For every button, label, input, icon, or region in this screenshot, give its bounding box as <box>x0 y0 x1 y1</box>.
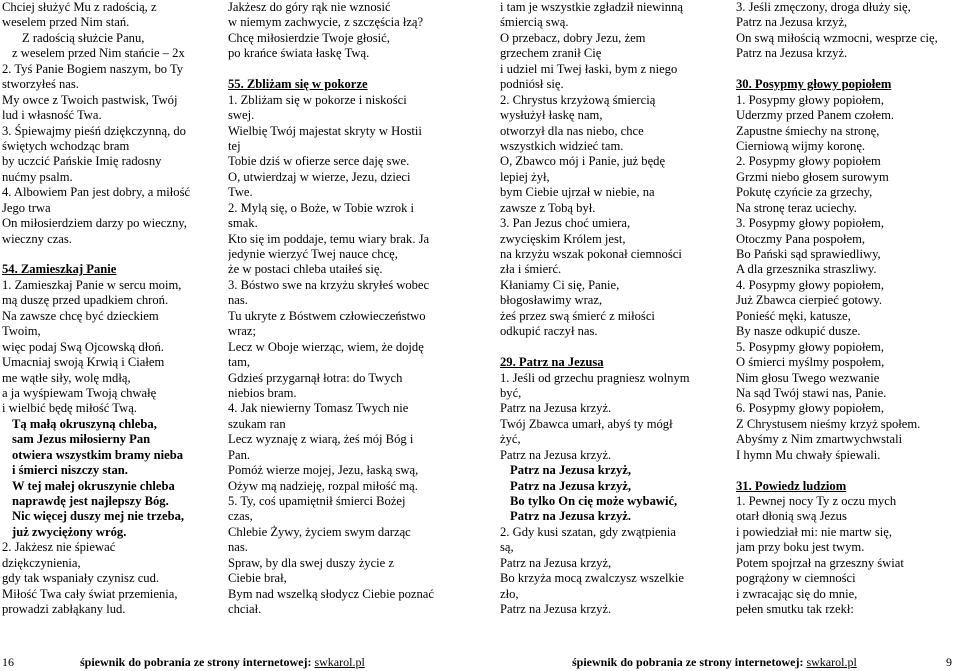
text-line: Na zawsze chcę być dzieckiem <box>2 308 159 323</box>
text-line: zawsze z Tobą był. <box>500 200 596 215</box>
text-line: Na sąd Twój stawi nas, Panie. <box>736 385 887 400</box>
text-line: 3. Pan Jezus choć umiera, <box>500 216 631 231</box>
text-line: Nim głosu Twego wezwanie <box>736 370 880 385</box>
song-title: 30. Posypmy głowy popiołem <box>736 77 892 92</box>
text-line: Twe. <box>228 185 253 200</box>
text-line: Jego trwa <box>2 200 51 215</box>
footer-caption-right: śpiewnik do pobrania ze strony internetowej: <box>572 655 807 669</box>
blank-line <box>2 247 214 262</box>
text-line: Zapustne śmiechy na stronę, <box>736 123 880 138</box>
text-line: naprawdę jest najlepszy Bóg. <box>12 494 169 508</box>
text-line: me wątłe siły, wolę mdłą, <box>2 370 131 385</box>
song-title: 54. Zamieszkaj Panie <box>2 262 117 277</box>
text-line: Patrz na Jezusa krzyż, <box>510 463 632 478</box>
footer-caption-left: śpiewnik do pobrania ze strony internetowej: <box>80 655 315 669</box>
text-line: Tu ukryte z Bóstwem człowieczeństwo <box>228 308 426 323</box>
text-line: Potem spojrzał na grzeszny świat <box>736 555 904 570</box>
text-line: weselem przed Nim stań. <box>2 15 130 30</box>
text-line: 1. Pewnej nocy Ty z oczu mych <box>736 494 897 508</box>
text-line: nas. <box>228 540 248 555</box>
text-line: 2. Posypmy głowy popiołem <box>736 154 881 169</box>
text-line: Abyśmy z Nim zmartwychwstali <box>736 432 903 447</box>
text-line: Tobie dziś w ofierze serce daję swe. <box>228 154 410 169</box>
text-line: żyć, <box>500 432 521 447</box>
text-line: i wielbić będę miłość Twą. <box>2 401 137 416</box>
text-line: Chlebie Żywy, życiem swym darząc <box>228 524 411 539</box>
text-line: bym Ciebie ujrzał w niebie, na <box>500 185 655 200</box>
text-line: Patrz na Jezusa krzyż, <box>500 555 612 570</box>
text-line: Cierniową wijmy koronę. <box>736 138 866 153</box>
text-line: więc podaj Swą Ojcowską dłoń. <box>2 339 164 354</box>
song-title: 55. Zbliżam się w pokorze <box>228 77 368 92</box>
text-line: chciał. <box>228 602 262 617</box>
text-line: pogrążony w ciemności <box>736 571 856 586</box>
text-line: Z radością służcie Panu, <box>22 30 145 45</box>
text-line: na krzyżu wszak pokonał ciemności <box>500 247 682 261</box>
page-number-right: 9 <box>946 655 952 669</box>
text-line: z weselem przed Nim stańcie – 2x <box>12 46 185 61</box>
text-line: Twój Zbawca umarł, abyś ty mógł <box>500 416 673 431</box>
text-line: zło, <box>500 586 519 601</box>
text-line: 2. Mylą się, o Boże, w Tobie wzrok i <box>228 200 415 215</box>
text-line: On swą miłością wzmocni, wesprze cię, <box>736 30 938 45</box>
text-line: 1. Zbliżam się w pokorze i niskości <box>228 92 407 107</box>
text-line: O, utwierdzaj w wierze, Jezu, dzieci <box>228 169 411 184</box>
page-footer <box>0 653 960 671</box>
text-line: Jakżesz do góry rąk nie wznosić <box>228 0 391 14</box>
text-line: nućmy psalm. <box>2 169 73 184</box>
text-line: w niemym zachwycie, z szczęścia łzą? <box>228 15 424 30</box>
column-4 <box>736 0 960 618</box>
text-line: mą duszę przed upadkiem chroń. <box>2 293 169 308</box>
blank-line <box>736 62 960 77</box>
blank-line <box>228 62 460 77</box>
text-line: Chciej służyć Mu z radością, z <box>2 0 157 14</box>
text-line: lud i własność Twa. <box>2 108 102 123</box>
text-line: otwiera wszystkim bramy nieba <box>12 447 184 462</box>
text-line: jedynie wierzyć Twej nauce chcę, <box>228 247 398 261</box>
text-line: odkupić raczył nas. <box>500 324 598 339</box>
text-line: Miłość Twa cały świat przemienia, <box>2 586 178 601</box>
text-line: Grzmi niebo głosem surowym <box>736 169 889 184</box>
text-line: lepiej żył, <box>500 169 550 184</box>
text-line: Otoczmy Pana pospołem, <box>736 231 866 246</box>
text-line: Wielbię Twój majestat skryty w Hostii <box>228 123 422 138</box>
text-line: Już Zbawca cierpieć gotowy. <box>736 293 883 308</box>
text-line: 1. Jeśli od grzechu pragniesz wolnym <box>500 370 690 385</box>
text-line: 3. Posypmy głowy popiołem, <box>736 216 884 231</box>
text-line: By nasze odkupić dusze. <box>736 324 861 339</box>
text-line: są, <box>500 540 514 555</box>
text-line: prowadzi zabłąkany lud. <box>2 602 126 617</box>
text-line: 3. Śpiewajmy pieśń dziękczynną, do <box>2 123 186 138</box>
text-line: 3. Bóstwo swe na krzyżu skryłeś wobec <box>228 277 430 292</box>
text-line: Tą małą okruszyną chleba, <box>12 416 157 431</box>
song-title: 31. Powiedz ludziom <box>736 478 847 493</box>
text-line: Kłaniamy Ci się, Panie, <box>500 277 620 292</box>
text-line: by uczcić Pańskie Imię radosny <box>2 154 162 169</box>
text-line: Ciebie brał, <box>228 571 287 586</box>
text-line: nas. <box>228 293 248 308</box>
text-line: i zwracając się do mnie, <box>736 586 858 601</box>
text-line: być, <box>500 385 522 400</box>
text-line: 4. Posypmy głowy popiołem, <box>736 277 884 292</box>
text-line: wraz; <box>228 324 256 339</box>
text-line: Ponieść męki, katusze, <box>736 308 851 323</box>
text-line: O śmierci myślmy pospołem, <box>736 355 885 370</box>
text-line: swej. <box>228 108 255 123</box>
text-line: czas, <box>228 509 253 524</box>
text-line: grzechem zranił Cię <box>500 46 602 61</box>
text-line: Patrz na Jezusa krzyż. <box>500 447 612 462</box>
text-line: Umacniaj swoją Krwią i Ciałem <box>2 355 165 370</box>
text-line: Patrz na Jezusa krzyż. <box>500 602 612 617</box>
text-line: W tej małej okruszynie chleba <box>12 478 175 493</box>
text-line: 2. Jakżesz nie śpiewać <box>2 540 116 555</box>
blank-line <box>500 340 722 355</box>
text-line: dziękczynienia, <box>2 555 81 570</box>
footer-link-right[interactable]: swkarol.pl <box>806 655 857 669</box>
text-line: zła i śmierć. <box>500 262 562 277</box>
text-line: szukam ran <box>228 416 286 431</box>
text-line: O, Zbawco mój i Panie, już będę <box>500 154 666 169</box>
text-line: śmiercią swą. <box>500 15 569 30</box>
text-line: Bym nad wszelką słodycz Ciebie poznać <box>228 586 434 601</box>
text-line: A dla grzesznika straszliwy. <box>736 262 877 277</box>
text-line: 1. Posypmy głowy popiołem, <box>736 92 884 107</box>
text-line: i powiedział mi: nie martw się, <box>736 524 892 539</box>
text-line: 3. Jeśli zmęczony, droga dłuży się, <box>736 0 911 14</box>
text-line: Spraw, by dla swej duszy życie z <box>228 555 394 570</box>
text-line: Pomóż wierze mojej, Jezu, łaską swą, <box>228 463 419 478</box>
text-line: Na stronę teraz uciechy. <box>736 200 857 215</box>
text-line: że w postaci chleba utaiłeś się. <box>228 262 383 277</box>
text-line: pełen smutku tak rzekł: <box>736 602 854 617</box>
text-line: wieczny czas. <box>2 231 72 246</box>
text-line: Gdzieś przygarnął łotra: do Twych <box>228 370 403 385</box>
text-line: 5. Ty, coś upamiętnił śmierci Bożej <box>228 494 406 508</box>
text-line: żeś przez swą śmierć z miłości <box>500 308 655 323</box>
song-title: 29. Patrz na Jezusa <box>500 355 604 370</box>
text-line: Z Chrystusem nieśmy krzyż społem. <box>736 416 921 431</box>
text-line: Patrz na Jezusa krzyż, <box>510 478 632 493</box>
text-line: tej <box>228 138 241 153</box>
text-line: Uderzmy przed Panem czołem. <box>736 108 895 123</box>
text-line: O przebacz, dobry Jezu, żem <box>500 30 646 45</box>
text-line: sam Jezus miłosierny Pan <box>12 432 151 447</box>
text-line: Pan. <box>228 447 251 462</box>
text-line: 4. Albowiem Pan jest dobry, a miłość <box>2 185 191 200</box>
column-1 <box>2 0 214 618</box>
text-line: i udziel mi Twej łaski, bym z niego <box>500 61 678 76</box>
text-line: Twoim, <box>2 324 41 339</box>
text-line: i tam je wszystkie zgładził niewinną <box>500 0 683 14</box>
text-line: już zwyciężony wróg. <box>12 524 127 539</box>
text-line: otworzył dla nas niebo, chce <box>500 123 644 138</box>
text-line: Lecz w Oboje wierząc, wiem, że dojdę <box>228 339 424 354</box>
text-line: 4. Jak niewierny Tomasz Twych nie <box>228 401 409 416</box>
text-line: tam, <box>228 355 251 370</box>
text-line: podniósł się. <box>500 77 564 92</box>
footer-text-left <box>80 653 365 671</box>
text-line: zwycięskim Królem jest, <box>500 231 626 246</box>
text-line: Patrz na Jezusa krzyż. <box>510 509 632 524</box>
text-line: błogosławimy wraz, <box>500 293 603 308</box>
footer-link-left[interactable]: swkarol.pl <box>314 655 365 669</box>
text-line: Patrz na Jezusa krzyż. <box>736 46 848 61</box>
column-2 <box>228 0 460 618</box>
text-line: niebios bram. <box>228 385 297 400</box>
text-line: Chcę miłosierdzie Twoje głosić, <box>228 30 390 45</box>
text-line: My owce z Twoich pastwisk, Twój <box>2 92 178 107</box>
text-line: wysłużył łaskę nam, <box>500 108 603 123</box>
text-line: Bo Pański sąd sprawiedliwy, <box>736 247 881 261</box>
text-line: Patrz na Jezusa krzyż, <box>736 15 848 30</box>
text-line: otarł dłonią swą Jezus <box>736 509 847 524</box>
text-line: 2. Gdy kusi szatan, gdy zwątpienia <box>500 524 676 539</box>
text-line: po krańce świata łaskę Twą. <box>228 46 370 61</box>
text-line: 2. Tyś Panie Bogiem naszym, bo Ty <box>2 61 184 76</box>
text-line: smak. <box>228 216 258 231</box>
text-line: 1. Zamieszkaj Panie w sercu moim, <box>2 277 182 292</box>
text-line: Bo krzyża mocą zwalczysz wszelkie <box>500 571 684 586</box>
text-line: gdy tak wspaniały czynisz cud. <box>2 571 160 586</box>
text-line: Bo tylko On cię może wybawić, <box>510 494 678 508</box>
text-line: 5. Posypmy głowy popiołem, <box>736 339 884 354</box>
text-line: Pokutę czyńcie za grzechy, <box>736 185 873 200</box>
text-line: i śmierci niszczy stan. <box>12 463 128 478</box>
text-line: Kto się im poddaje, temu wiary brak. Ja <box>228 231 430 246</box>
text-line: Lecz wyznaję z wiarą, żeś mój Bóg i <box>228 432 414 447</box>
blank-line <box>736 463 960 478</box>
page-number-left: 16 <box>2 655 14 669</box>
text-line: Patrz na Jezusa krzyż. <box>500 401 612 416</box>
text-line: świętych wchodząc bram <box>2 138 130 153</box>
column-3 <box>500 0 722 618</box>
footer-text-right <box>572 653 857 671</box>
text-line: I hymn Mu chwały śpiewali. <box>736 447 881 462</box>
text-line: 2. Chrystus krzyżową śmiercią <box>500 92 656 107</box>
text-line: 6. Posypmy głowy popiołem, <box>736 401 884 416</box>
text-line: a ja wyśpiewam Twoją chwałę <box>2 385 157 400</box>
text-line: jam przy boku jest twym. <box>736 540 865 555</box>
text-line: Ożyw mą nadzieję, rozpal miłość mą. <box>228 478 418 493</box>
text-line: On miłosierdziem darzy po wieczny, <box>2 216 187 231</box>
text-line: Nic więcej duszy mej nie trzeba, <box>12 509 185 524</box>
text-line: wszystkich widzieć tam. <box>500 138 624 153</box>
text-line: stworzyłeś nas. <box>2 77 79 92</box>
